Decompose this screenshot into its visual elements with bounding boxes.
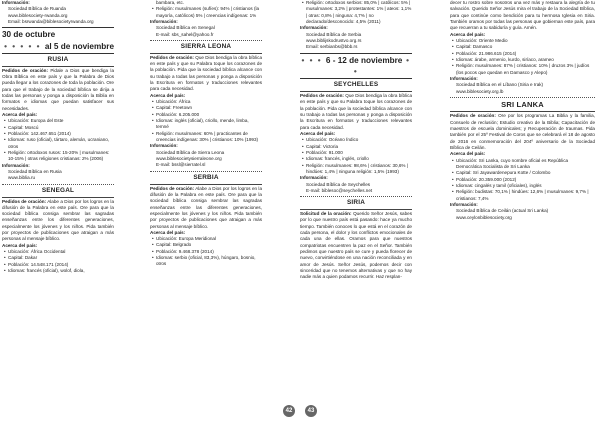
country-heading-sri-lanka: SRI LANKA — [450, 100, 595, 112]
country-heading-russia: RUSIA — [2, 56, 114, 67]
fact-item: • Población: 21.986.615 (2014) — [450, 51, 595, 57]
prayer-body: Ore por los programas La Biblia y la familia, Consuelo de reclusión; Estudio creativo de la Biblia; Capacitación de maestros de escuela dominicales; y Recuperación de traumas. Pida también por el 25º Festival de Coros que se celebrará el 18 de agosto de 2016 en conmemoración del 204º aniversario de la Sociedad Bíblica de Ceilán. — [450, 113, 595, 150]
dot-leader: • • • • • — [4, 41, 45, 51]
divider — [150, 171, 262, 172]
dot-leader: • • — [353, 55, 411, 76]
prayer-label: Pedidos de oración: — [450, 113, 496, 119]
prayer-label: Pedidos de oración: — [150, 185, 195, 191]
fact-item: • Idiomas: francés, inglés, criollo — [300, 156, 412, 162]
divider — [2, 184, 114, 185]
info-line: Sociedad Bíblica de Ceilán (actual Sri Lanka) — [456, 208, 549, 214]
fact-item: • Capital: Freetown — [150, 105, 262, 111]
prayer-text — [300, 93, 412, 131]
info-heading: Información: — [450, 201, 478, 207]
fact-item: • Idiomas: ruso (oficial), tártaro, alemán, ucraniano, otros — [2, 137, 114, 150]
fact-item: • Población: 9.468.378 (2014) — [150, 249, 262, 255]
fact-item: • Idiomas: inglés (oficial), criollo, mende, limba, temné — [150, 118, 262, 131]
about-heading: Acerca del país: — [2, 112, 38, 118]
divider — [450, 97, 595, 98]
prayer-text — [300, 211, 412, 281]
fact-item: • Idiomas: serbio (oficial, 83,3%), húngaro, bosnio, otros — [150, 255, 262, 268]
prayer-label: Pedidos de oración: — [150, 54, 194, 60]
country-heading-sierra-leone: SIERRA LEONA — [150, 43, 262, 54]
info-line[interactable]: E-mail: sbs_sahel@yahoo.fr — [156, 31, 214, 37]
prayer-label: Pedidos de oración: — [300, 93, 344, 99]
info-line: Sociedad Bíblica de Seychelles — [306, 181, 371, 187]
prayer-body: Pidale a Dios que bendiga la Obra Bíblica en este país y que la Palabra de Dios pueda llegar a los corazones de toda la población. Ore para que el trabajo de la sociedad bíblica se dirija a todas las personas y ponga a disposición la Biblia en formatos e idiomas que puedan satisfacer sus necesidades. — [2, 67, 114, 111]
info-line: Sociedad Bíblica en Rusia — [8, 169, 62, 175]
country-heading-senegal: SENEGAL — [2, 187, 114, 198]
dot-leader: • • • — [301, 55, 326, 65]
prayer-label: Pedidos de oración: — [2, 198, 47, 204]
info-line[interactable]: Email: bsrwanda@biblesocietyrwanda.org — [8, 18, 94, 24]
fact-item: • Ubicación: Oriente Medio — [450, 38, 595, 44]
about-heading: Acerca del país: — [300, 131, 336, 137]
date-end: al 5 de noviembre — [44, 41, 114, 51]
info-line[interactable]: E-mail: bssl@sierratel.sl — [156, 162, 206, 168]
prayer-body: Que Dios bendiga la obra bíblica en este país y que su Palabra toque los corazones de la población. Pida que la sociedad bíblica alcance con su trabajo a todas las personas y ponga a disposición la Escritura en formatos y traducciones relevantes para cada necesidad. — [150, 54, 262, 92]
info-line[interactable]: www.biblesocietysierraleone.org — [156, 156, 222, 162]
date-start: 30 de octubre — [2, 30, 56, 40]
date-row — [300, 55, 412, 78]
fact-item: • Ubicación: Europa del Este — [2, 118, 114, 124]
info-line: Sociedad Bíblica en Senegal — [156, 25, 215, 31]
info-line[interactable]: www.biblesociety-rwanda.org — [8, 12, 68, 18]
fact-item: • Religión: ortodoxos serbios: 85,0% | católicos: 5% | musulmanes: 3,2% | protestantes: 1% | ateos: 1,1% | otras: 0,8% | ninguna: 4,7% | no declarado/desconocido: 4,5% (2011) — [300, 0, 412, 25]
info-line[interactable]: E-mail: biblesoc@seychelles.net — [306, 188, 373, 193]
about-heading: Acerca del país: — [450, 151, 486, 157]
info-line: Sociedad Bíblica de Serbia — [306, 31, 362, 37]
fact-item: • Población: 14.548.171 (2014) — [2, 262, 114, 268]
info-line: Sociedad Bíblica de Ruanda — [8, 6, 66, 12]
fact-item: • Ubicación: Océano Índico — [300, 137, 412, 143]
page-number-left: 42 — [283, 405, 295, 417]
fact-item: • Población: 6.205.000 — [150, 112, 262, 118]
about-heading: Acerca del país: — [150, 229, 186, 235]
info-line[interactable]: www.biblia.ru — [8, 175, 36, 181]
info-heading: Información: — [2, 162, 30, 168]
info-heading: Información: — [450, 75, 478, 81]
fact-item: • Ubicación: Sri Lanka, cuyo nombre oficial es República Democrática Socialista de Sri Lanka — [450, 158, 595, 171]
column-1 — [2, 0, 114, 274]
country-heading-seychelles: SEYCHELLES — [300, 81, 412, 92]
info-heading: Información: — [150, 143, 178, 149]
date-range: 6 - 12 de noviembre — [325, 55, 403, 65]
fact-item: • Población: 20.359.000 (2012) — [450, 177, 595, 183]
info-line[interactable]: www.biblesociety.org.lb — [456, 88, 504, 94]
fact-item: • Religión: ortodoxos rusos: 15-20% | musulmanes: 10-15% | otras religiones cristianas: 2% (2006) — [2, 150, 114, 163]
column-4 — [450, 0, 595, 221]
fact-item: • Idiomas: cingalés y tamil (oficiales), inglés — [450, 183, 595, 189]
prayer-label: Solicitud de la oración: — [300, 211, 352, 217]
prayer-text — [2, 68, 114, 112]
about-heading: Acerca del país: — [2, 242, 38, 248]
fact-item: • Religión: budistas: 70,1% | hindúes: 12,6% | musulmanes: 9,7% | cristianos: 7,4% — [450, 189, 595, 202]
divider — [150, 40, 262, 41]
fact-item: • Idiomas: árabe, armenio, kurdo, siríaco, arameo — [450, 57, 595, 63]
prayer-text — [2, 199, 114, 243]
fact-item: • Idiomas: francés (oficial), wolof, diola, — [2, 268, 114, 274]
about-heading: Acerca del país: — [150, 92, 186, 98]
prayer-body: Alabe a Dios por los logros en la difusión de la Palabra en este país. Ore para que la sociedad bíblica consiga sembrar las sagradas enseñanzas entre las diferentes generaciones, especialmente los jóvenes y los niños. Pida también por proyectos de publicaciones que atraigan a más personas al mensaje bíblico. — [150, 185, 262, 229]
info-line[interactable]: Email: serbianbs@bbb.rs — [306, 44, 358, 50]
prayer-text — [150, 186, 262, 230]
info-line[interactable]: www.ceylonbiblesociety.org — [456, 214, 512, 220]
prayer-text — [150, 55, 262, 93]
divider — [300, 196, 412, 197]
info-line[interactable]: www.biblijskodrustvo.org.rs — [306, 37, 362, 43]
fact-item: • Religión: musulmanes: 60% | practicantes de creencias indígenas: 30% | cristianos: 10% (1993) — [150, 131, 262, 144]
info-heading: Información: — [2, 0, 30, 5]
info-heading: Información: — [300, 25, 328, 31]
info-line: Sociedad Bíblica en el Líbano (Siria e Irak) — [456, 82, 544, 88]
prayer-body: Que Dios bendiga la obra bíblica en este país y que su Palabra toque los corazones de la población. Pida que la sociedad bíblica alcance con su trabajo a todas las personas y ponga a disposición la Escritura en formatos y traducciones relevantes para cada necesidad. — [300, 93, 412, 130]
date-range-banner — [2, 27, 114, 54]
country-heading-syria: SIRIA — [300, 199, 412, 210]
fact-item: • Población: 142.467.651 (2014) — [2, 131, 114, 137]
fact-item: • Ubicación: Europa Meridional — [150, 236, 262, 242]
fact-item: • Religión: musulmanes (sufíes): 94% | cristianos (la mayoría, católicos) 5% | creencias indígenas: 1% — [150, 6, 262, 19]
about-heading: Acerca del país: — [450, 31, 486, 37]
fact-item: • Ubicación: África — [150, 99, 262, 105]
fact-item: • Capital: Moscú — [2, 125, 114, 131]
continued-text: bambara, etc. — [156, 0, 185, 5]
date-range-banner — [300, 53, 412, 80]
info-heading: Información: — [300, 175, 328, 181]
continued-prayer: decer tu rostro sobre nosotros una vez más y restaura la alegría de tu salvación. Querido Señor Jesús mira el trabajo de la Sociedad Bíblica, para que continúe como bendición para tu hermosa Iglesia en Siria. También oramos por todas las personas que gobiernan este país, para que recuerran a tu sabiduría y guía. Amén. — [450, 0, 595, 31]
info-heading: Información: — [150, 18, 178, 24]
fact-item: • Capital: Victoria — [300, 144, 412, 150]
fact-item: • Religión: musulmanes: 87% | cristianos: 10% | druzos 3% | judíos (los pocos que quedan en Damasco y Alepo) — [450, 63, 595, 76]
prayer-text — [450, 113, 595, 151]
fact-item: • Capital: Damasco — [450, 44, 595, 50]
fact-item: • Ubicación: África Occidental — [2, 249, 114, 255]
fact-item: • Población: 91.000 — [300, 150, 412, 156]
country-heading-serbia: SERBIA — [150, 174, 262, 185]
column-2 — [150, 0, 262, 268]
prayer-body: Alabe a Dios por los logros en la difusión de la Palabra en este país. Ore para que la sociedad bíblica consiga sembrar las sagradas enseñanzas entre los diferentes generaciones, especialmente los jóvenes y los niños. Pida también por proyectos de publicaciones que atraigan a más personas al mensaje bíblico. — [2, 198, 114, 242]
info-line: Sociedad Bíblica de Sierra Leona — [156, 149, 225, 155]
column-3 — [300, 0, 412, 281]
prayer-body: Querido Señor Jesús, sabes por lo que nuestro país está pasando: hace ya mucho tiempo. También conoces lo que está en el corazón de cada persona, el dolor y los conflictos emocionales de cada una de ellas. Oramos para que nuestros compatriotas encuentren la paz en el Señor. También pedimos que nuestro país se cure y pueda florecer de nuevo, convirtiéndose en una nación reconciliada y en amor de Jesús. Señor Jesús, podemos decir con sinceridad que no tenemos alternativas y que no hay nadie más a quien podamos recurrir. Haz resplan- — [300, 211, 412, 280]
prayer-label: Pedidos de oración: — [2, 67, 48, 73]
page-number-right: 43 — [305, 405, 317, 417]
fact-item: • Capital: Belgrado — [150, 242, 262, 248]
fact-item: • Capital: Sri Jayawardenepura Kotte / Colombo — [450, 170, 595, 176]
fact-item: • Religión: musulmanes: 98,6% | cristianos: 30,6% | hindúes: 1,4% | ninguna religión: 1,5% (1993) — [300, 163, 412, 176]
fact-item: • Capital: Dakar — [2, 255, 114, 261]
date-end-row — [2, 41, 114, 52]
